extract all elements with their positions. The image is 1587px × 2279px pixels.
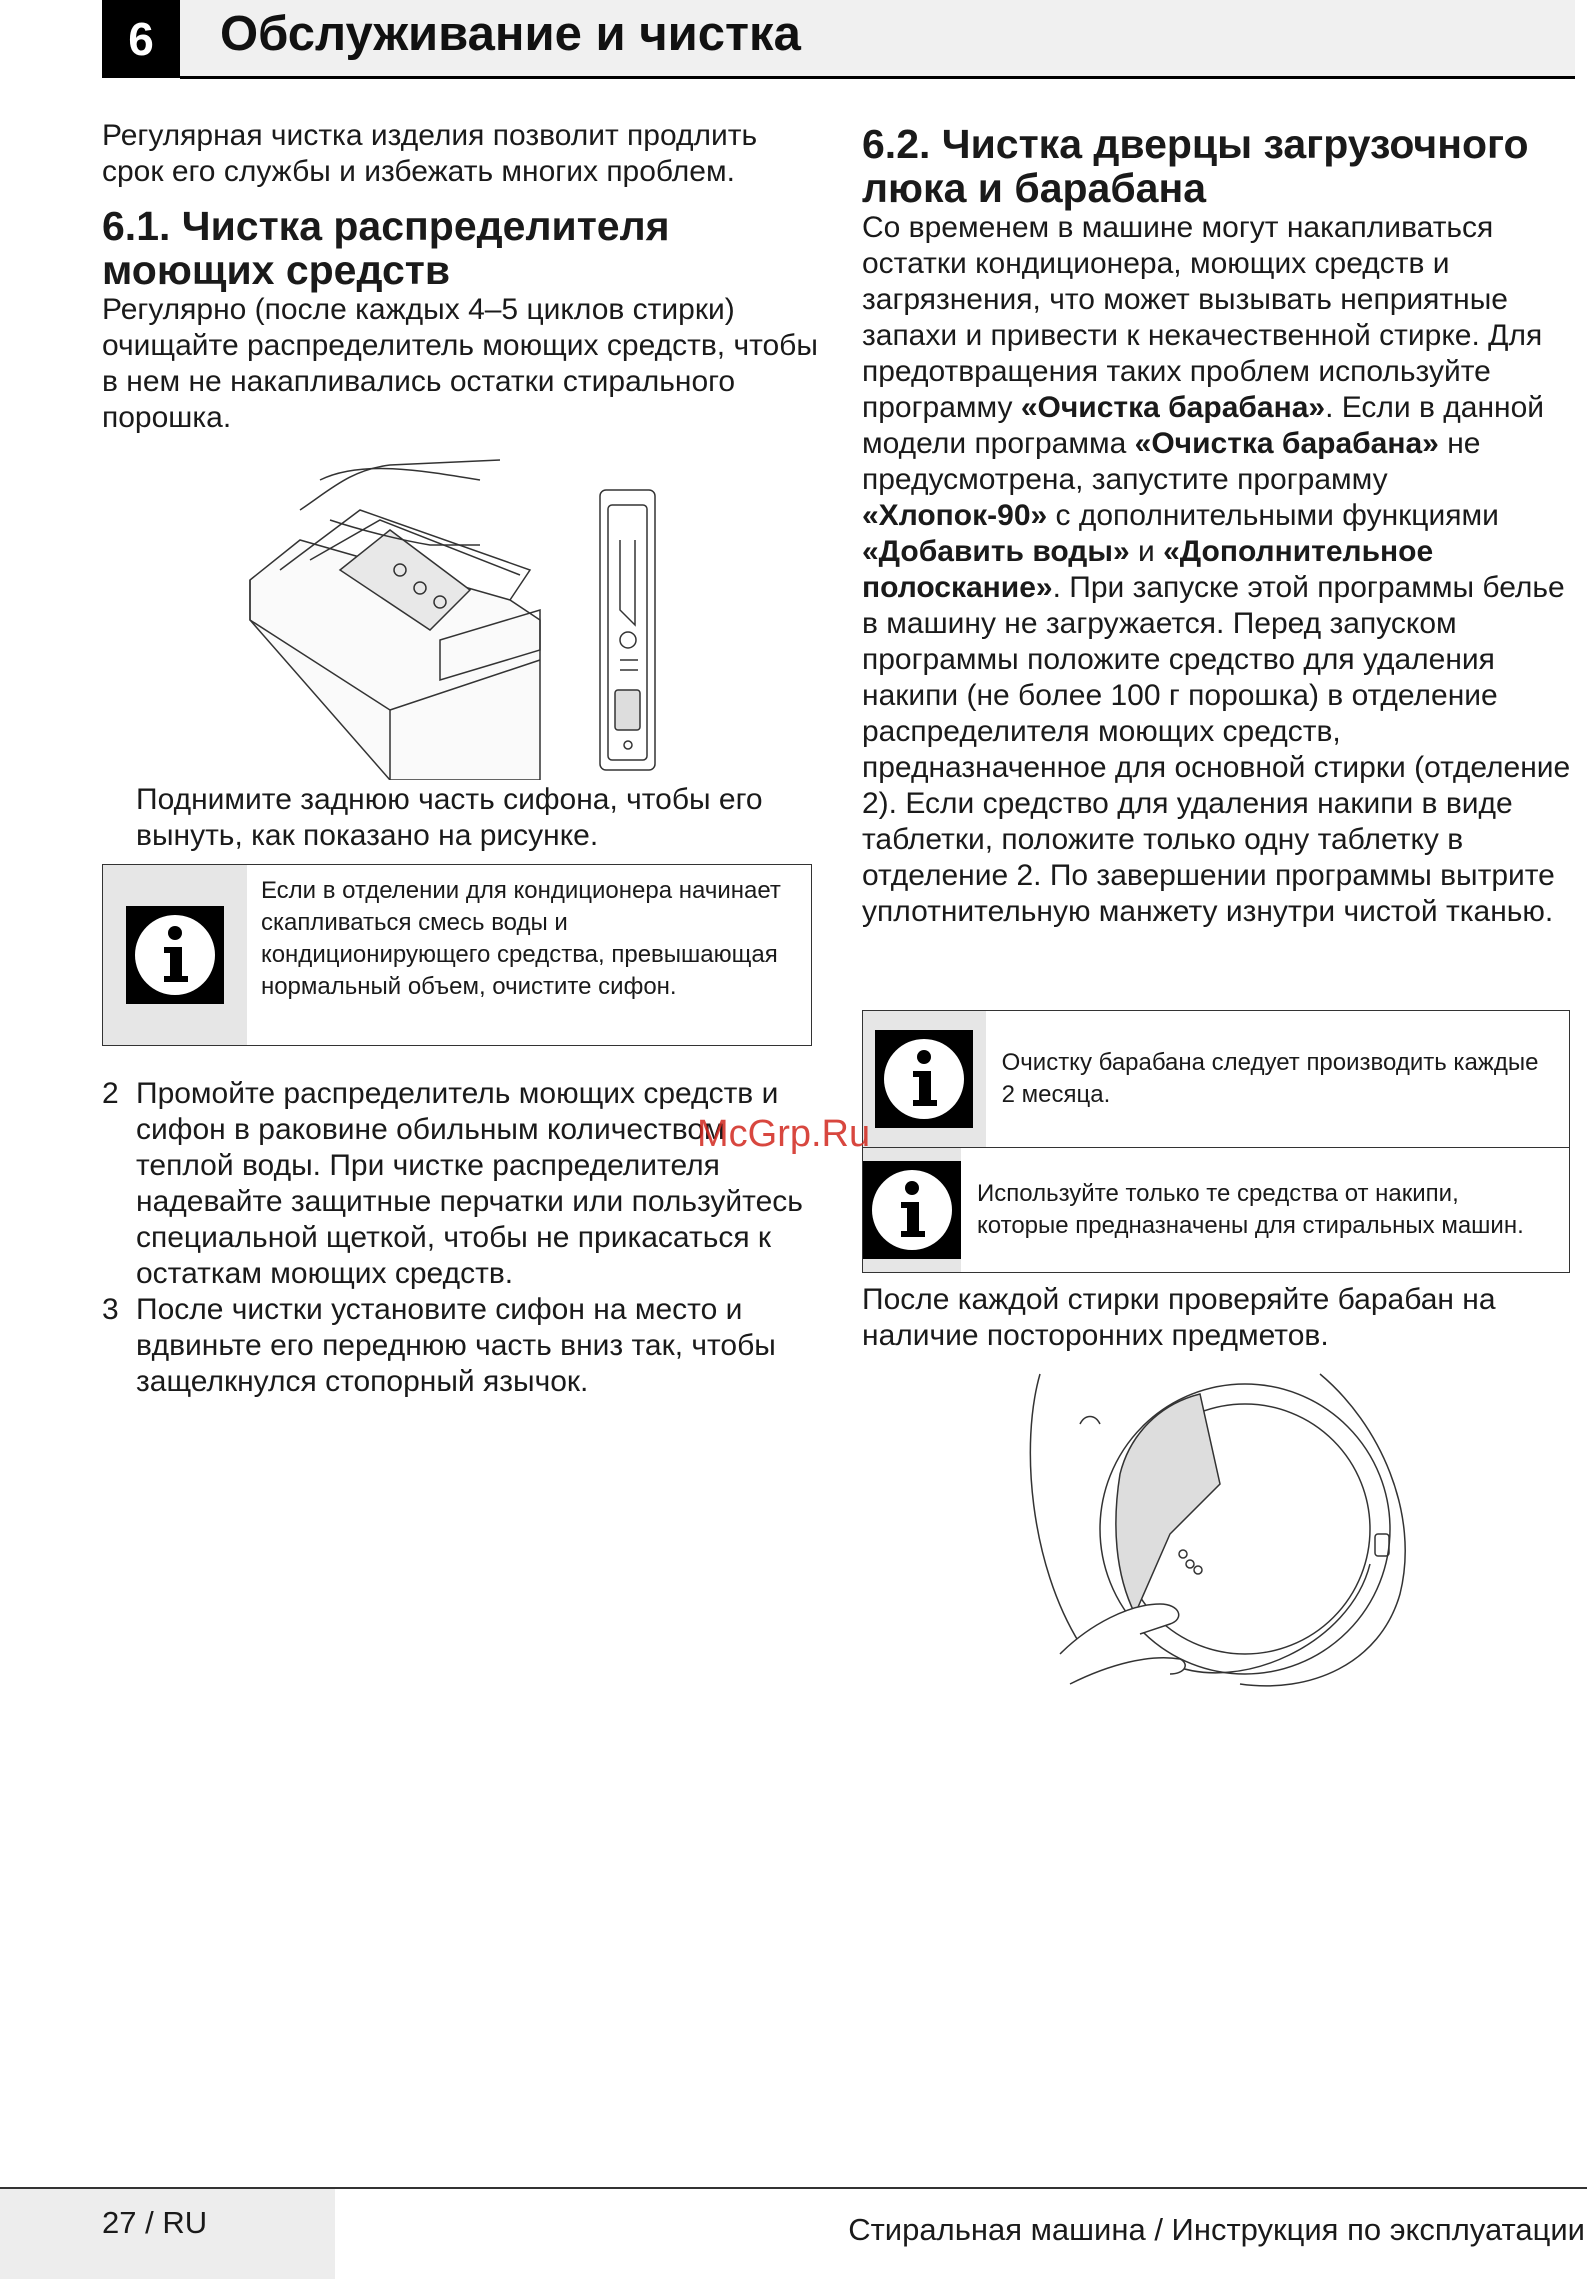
step-text: После чистки установите сифон на место и вдвиньте его переднюю часть вниз так, чтобы защелкнулся стопорный язычок. xyxy=(136,1293,776,1398)
chapter-title: Обслуживание и чистка xyxy=(220,7,801,61)
option-name-extra-rinse: «Дополнительное полоскание» xyxy=(862,535,1434,604)
siphon-drawing xyxy=(600,490,655,770)
info-text: Используйте только те средства от накипи, которые предназначены для стиральных машин. xyxy=(977,1180,1524,1239)
info-icon xyxy=(863,1161,961,1259)
program-name-drum-clean: «Очистка барабана» xyxy=(1020,391,1326,424)
section-6-1-title: 6.1. Чистка распределителя моющих средств xyxy=(102,203,670,293)
section-6-2-title: 6.2. Чистка дверцы загрузочного люка и барабана xyxy=(862,121,1529,211)
text-run: Со временем в машине могут накапливаться остатки кондиционера, моющих средств и загрязнения, что может вызывать неприятные запахи и привести к некачественной стирке. Для предотвращения таких проблем используйте программу xyxy=(862,211,1543,424)
info-icon-cell xyxy=(863,1148,961,1272)
left-column xyxy=(102,118,822,436)
info-row-drum-interval xyxy=(863,1011,1569,1147)
after-wash-text: После каждой стирки проверяйте барабан на наличие посторонних предметов. xyxy=(862,1283,1496,1352)
dispenser-caption: Поднимите заднюю часть сифона, чтобы его вынуть, как показано на рисунке. xyxy=(136,783,763,852)
footer-doc-title: Стиральная машина / Инструкция по эксплуатации xyxy=(848,2212,1585,2247)
caption-block xyxy=(136,782,826,854)
step-2 xyxy=(102,1076,812,1292)
page-number: 27 / RU xyxy=(102,2205,208,2240)
program-name-drum-clean: «Очистка барабана» xyxy=(1134,427,1439,460)
after-wash-block xyxy=(862,1282,1574,1354)
step-number: 3 xyxy=(102,1293,119,1326)
text-run: и xyxy=(1129,535,1164,568)
section-6-2-text xyxy=(862,210,1574,930)
chapter-number: 6 xyxy=(102,0,180,78)
drum-door-illustration xyxy=(1020,1364,1420,1694)
info-icon-cell xyxy=(103,865,247,1045)
info-note-text: Если в отделении для кондиционера начинает скапливаться смесь воды и кондиционирующего средства, превышающая нормальный объем, очистите сифон. xyxy=(260,877,781,1000)
intro-text: Регулярная чистка изделия позволит продлить срок его службы и избежать многих проблем. xyxy=(102,119,758,188)
section-6-1-text: Регулярно (после каждых 4–5 циклов стирки) очищайте распределитель моющих средств, чтобы в нем не накапливались остатки стирального порошка. xyxy=(102,293,818,434)
watermark: McGrp.Ru xyxy=(697,1113,871,1155)
step-number: 2 xyxy=(102,1077,119,1110)
dispenser-drawer-drawing xyxy=(250,460,540,780)
text-run: . При запуске этой программы белье в машину не загружается. Перед запуском программы положите средство для удаления накипи (не более 100 г порошка) в отделение распределителя моющих средств, предназначенное для основной стирки (отделение 2). Если средство для удаления накипи в виде таблетки, положите только одну таблетку в отделение 2. По завершении программы вытрите уплотнительную манжету изнутри чистой тканью. xyxy=(862,571,1571,928)
dispenser-illustration xyxy=(240,450,670,780)
text-run: с дополнительными функциями xyxy=(1047,499,1499,532)
info-box-group xyxy=(862,1010,1570,1273)
info-text: Очистку барабана следует производить каждые 2 месяца. xyxy=(1001,1049,1539,1108)
text-run: не предусмотрена, запустите программу xyxy=(862,427,1481,496)
header-rule xyxy=(180,76,1575,79)
option-name-add-water: «Добавить воды» xyxy=(862,535,1130,568)
step-text: Промойте распределитель моющих средств и сифон в раковине обильным количеством теплой воды. При чистке распределителя надевайте защитные перчатки или пользуйтесь специальной щеткой, чтобы не прикасаться к остаткам моющих средств. xyxy=(136,1077,803,1290)
program-name-cotton-90: «Хлопок-90» xyxy=(862,499,1048,532)
step-3 xyxy=(102,1292,812,1400)
info-row-descaler xyxy=(863,1147,1569,1272)
info-box-siphon xyxy=(102,864,812,1046)
info-icon xyxy=(875,1030,973,1128)
info-icon-cell xyxy=(863,1011,986,1147)
info-icon xyxy=(126,906,224,1004)
text-run: . Если в данной модели программа xyxy=(862,391,1545,460)
right-column xyxy=(862,122,1574,930)
